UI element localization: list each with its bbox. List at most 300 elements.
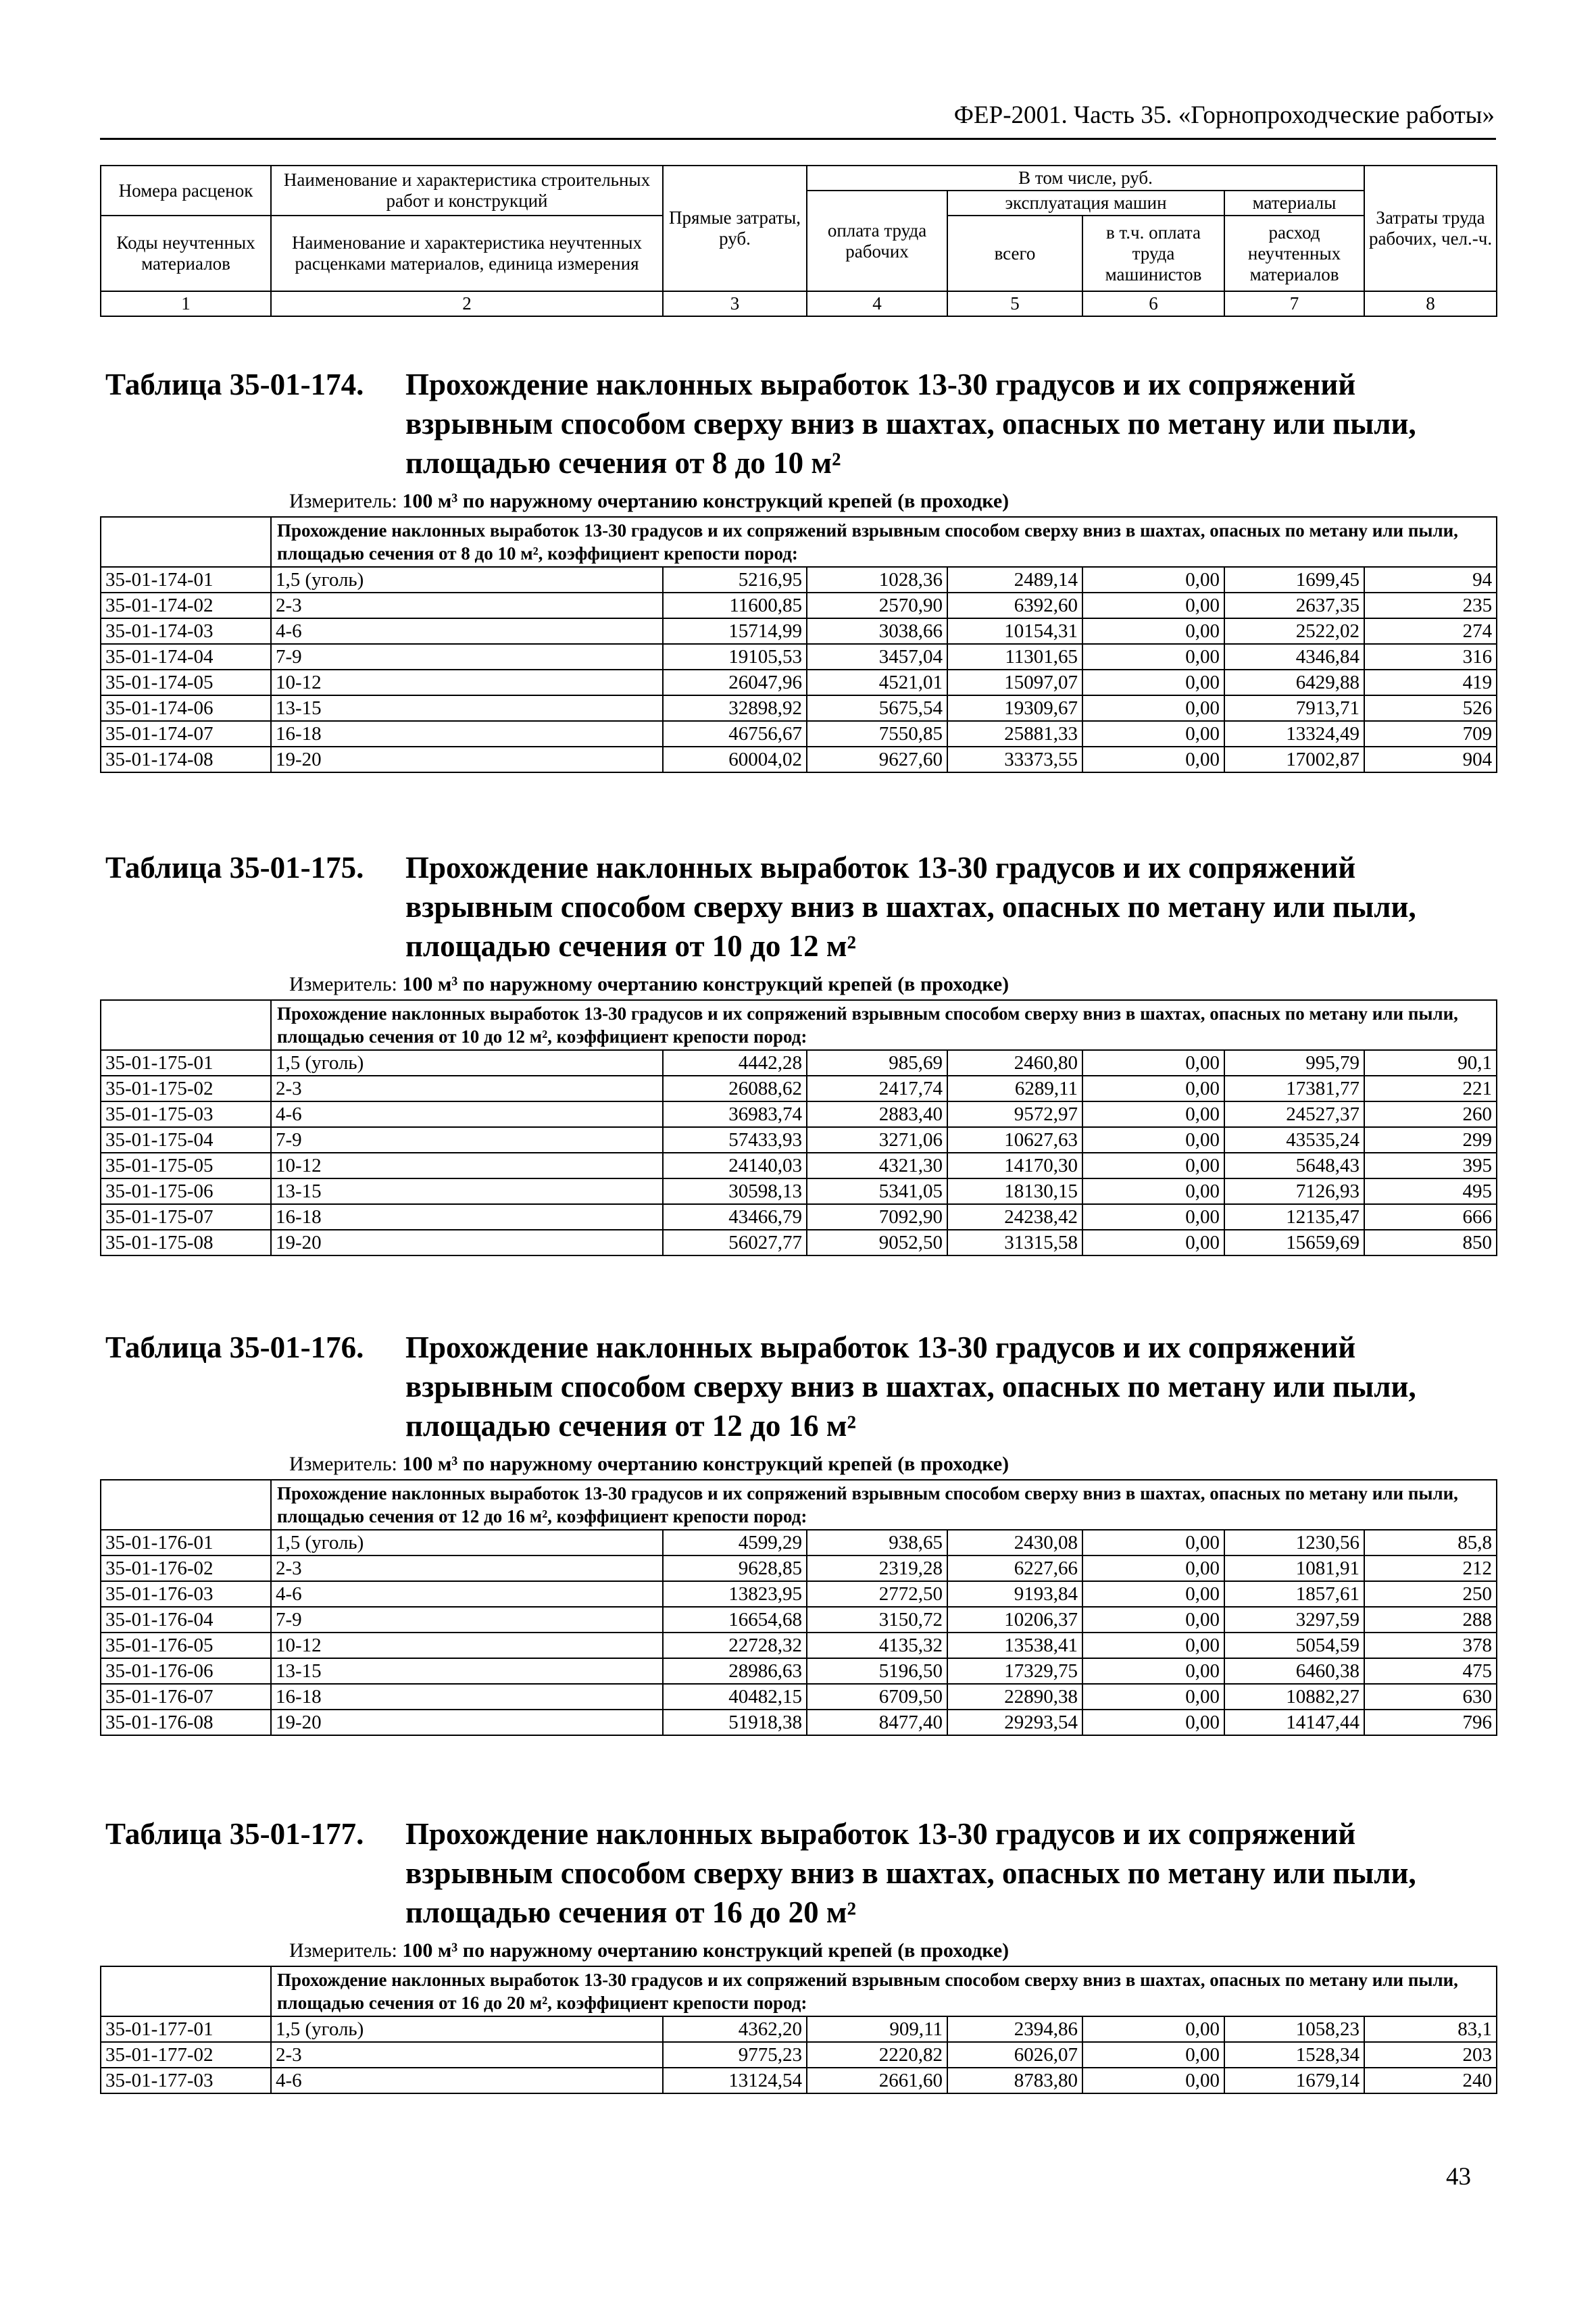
cell-code: 35-01-176-08 — [101, 1710, 271, 1735]
cell-labor: 1028,36 — [807, 567, 947, 593]
header-col-number: 6 — [1082, 291, 1224, 316]
cell-labor: 7550,85 — [807, 721, 947, 747]
cell-direct: 22728,32 — [663, 1633, 807, 1658]
cell-hours: 316 — [1364, 644, 1497, 670]
cell-mach: 24238,42 — [947, 1204, 1082, 1230]
cell-labor: 2570,90 — [807, 593, 947, 618]
cell-mach-labor: 0,00 — [1082, 644, 1224, 670]
cell-labor: 6709,50 — [807, 1684, 947, 1710]
cell-mach: 29293,54 — [947, 1710, 1082, 1735]
cell-code: 35-01-174-04 — [101, 644, 271, 670]
rate-table-section — [100, 1814, 1496, 2094]
cell-hours: 378 — [1364, 1633, 1497, 1658]
description-spacer — [101, 1966, 271, 2016]
header-name: Наименование и характеристика строительных работ и конструкций — [271, 166, 663, 216]
cell-direct: 4599,29 — [663, 1530, 807, 1555]
cell-code: 35-01-176-07 — [101, 1684, 271, 1710]
table-title — [100, 1814, 1496, 1932]
cell-code: 35-01-175-03 — [101, 1101, 271, 1127]
table-row — [101, 1153, 1497, 1178]
cell-mat: 1528,34 — [1224, 2042, 1364, 2068]
table-title-text: Прохождение наклонных выработок 13-30 градусов и их сопряжений взрывным способом сверху вниз в шахтах, опасных по метану или пыли, площадью сечения от 10 до 12 м² — [405, 851, 1416, 963]
rate-table — [100, 1966, 1497, 2094]
rate-table — [100, 999, 1497, 1256]
description-spacer — [101, 517, 271, 567]
cell-code: 35-01-174-05 — [101, 670, 271, 695]
header-machines-total: всего — [947, 216, 1082, 291]
cell-name: 4-6 — [271, 1581, 663, 1607]
cell-name: 10-12 — [271, 1153, 663, 1178]
cell-direct: 24140,03 — [663, 1153, 807, 1178]
cell-name: 2-3 — [271, 593, 663, 618]
cell-direct: 9628,85 — [663, 1555, 807, 1581]
cell-mat: 1857,61 — [1224, 1581, 1364, 1607]
cell-name: 4-6 — [271, 1101, 663, 1127]
measure-line — [289, 487, 1496, 516]
table-row — [101, 1204, 1497, 1230]
cell-mach-labor: 0,00 — [1082, 747, 1224, 772]
cell-direct: 51918,38 — [663, 1710, 807, 1735]
table-row — [101, 644, 1497, 670]
cell-mach-labor: 0,00 — [1082, 1153, 1224, 1178]
cell-hours: 85,8 — [1364, 1530, 1497, 1555]
cell-code: 35-01-175-02 — [101, 1076, 271, 1101]
cell-hours: 796 — [1364, 1710, 1497, 1735]
cell-code: 35-01-174-07 — [101, 721, 271, 747]
cell-code: 35-01-176-01 — [101, 1530, 271, 1555]
cell-mach: 14170,30 — [947, 1153, 1082, 1178]
cell-name: 16-18 — [271, 1684, 663, 1710]
cell-direct: 40482,15 — [663, 1684, 807, 1710]
cell-code: 35-01-174-06 — [101, 695, 271, 721]
table-row — [101, 567, 1497, 593]
cell-mat: 24527,37 — [1224, 1101, 1364, 1127]
running-header: ФЕР-2001. Часть 35. «Горнопроходческие работы» — [953, 101, 1495, 129]
cell-name: 19-20 — [271, 747, 663, 772]
cell-hours: 203 — [1364, 2042, 1497, 2068]
cell-name: 1,5 (уголь) — [271, 2016, 663, 2042]
cell-mach-labor: 0,00 — [1082, 1710, 1224, 1735]
cell-labor: 3150,72 — [807, 1607, 947, 1633]
cell-labor: 8477,40 — [807, 1710, 947, 1735]
header-col-number: 3 — [663, 291, 807, 316]
measure-label: Измеритель: — [289, 973, 397, 995]
header-col-number: 7 — [1224, 291, 1364, 316]
header-machines: эксплуатация машин — [947, 191, 1224, 216]
cell-mach: 10206,37 — [947, 1607, 1082, 1633]
cell-direct: 19105,53 — [663, 644, 807, 670]
table-row — [101, 1127, 1497, 1153]
cell-hours: 260 — [1364, 1101, 1497, 1127]
cell-mach-labor: 0,00 — [1082, 2068, 1224, 2093]
header-col-number: 4 — [807, 291, 947, 316]
cell-mat: 995,79 — [1224, 1050, 1364, 1076]
measure-value: 100 м³ по наружному очертанию конструкций крепей (в проходке) — [402, 1939, 1009, 1962]
cell-mach-labor: 0,00 — [1082, 1127, 1224, 1153]
cell-mach-labor: 0,00 — [1082, 1230, 1224, 1255]
cell-code: 35-01-175-04 — [101, 1127, 271, 1153]
table-row — [101, 1684, 1497, 1710]
table-number: Таблица 35-01-177. — [105, 1817, 364, 1851]
rate-table-section — [100, 1328, 1496, 1736]
rate-table — [100, 1479, 1497, 1736]
cell-hours: 709 — [1364, 721, 1497, 747]
cell-hours: 90,1 — [1364, 1050, 1497, 1076]
table-row — [101, 1658, 1497, 1684]
cell-mach-labor: 0,00 — [1082, 1633, 1224, 1658]
cell-mat: 6429,88 — [1224, 670, 1364, 695]
cell-mach-labor: 0,00 — [1082, 670, 1224, 695]
table-row — [101, 1101, 1497, 1127]
cell-mach-labor: 0,00 — [1082, 1204, 1224, 1230]
cell-mat: 13324,49 — [1224, 721, 1364, 747]
cell-mat: 10882,27 — [1224, 1684, 1364, 1710]
description-spacer — [101, 1480, 271, 1530]
cell-mach: 9572,97 — [947, 1101, 1082, 1127]
table-number: Таблица 35-01-174. — [105, 368, 364, 401]
table-row — [101, 1050, 1497, 1076]
cell-mat: 15659,69 — [1224, 1230, 1364, 1255]
cell-mach-labor: 0,00 — [1082, 1658, 1224, 1684]
cell-labor: 4135,32 — [807, 1633, 947, 1658]
cell-hours: 475 — [1364, 1658, 1497, 1684]
description-row — [101, 517, 1497, 567]
measure-label: Измеритель: — [289, 1453, 397, 1475]
cell-labor: 909,11 — [807, 2016, 947, 2042]
cell-direct: 56027,77 — [663, 1230, 807, 1255]
cell-code: 35-01-174-03 — [101, 618, 271, 644]
table-title — [100, 365, 1496, 482]
cell-hours: 83,1 — [1364, 2016, 1497, 2042]
cell-labor: 3457,04 — [807, 644, 947, 670]
cell-code: 35-01-177-01 — [101, 2016, 271, 2042]
cell-name: 13-15 — [271, 695, 663, 721]
cell-mach-labor: 0,00 — [1082, 1684, 1224, 1710]
cell-mat: 12135,47 — [1224, 1204, 1364, 1230]
cell-mach: 17329,75 — [947, 1658, 1082, 1684]
description-cell: Прохождение наклонных выработок 13-30 градусов и их сопряжений взрывным способом сверху вниз в шахтах, опасных по метану или пыли, площадью сечения от 8 до 10 м², коэффициент крепости пород: — [271, 517, 1497, 567]
cell-name: 13-15 — [271, 1178, 663, 1204]
cell-direct: 13124,54 — [663, 2068, 807, 2093]
header-including: В том числе, руб. — [807, 166, 1364, 191]
cell-direct: 28986,63 — [663, 1658, 807, 1684]
table-row — [101, 1530, 1497, 1555]
table-number: Таблица 35-01-175. — [105, 851, 364, 885]
cell-labor: 2772,50 — [807, 1581, 947, 1607]
cell-code: 35-01-174-08 — [101, 747, 271, 772]
cell-mach: 13538,41 — [947, 1633, 1082, 1658]
cell-mach: 6026,07 — [947, 2042, 1082, 2068]
cell-hours: 904 — [1364, 747, 1497, 772]
cell-direct: 15714,99 — [663, 618, 807, 644]
table-title-text: Прохождение наклонных выработок 13-30 градусов и их сопряжений взрывным способом сверху вниз в шахтах, опасных по метану или пыли, площадью сечения от 12 до 16 м² — [405, 1330, 1416, 1443]
cell-hours: 395 — [1364, 1153, 1497, 1178]
measure-value: 100 м³ по наружному очертанию конструкций крепей (в проходке) — [402, 1453, 1009, 1475]
cell-code: 35-01-175-08 — [101, 1230, 271, 1255]
cell-mach: 33373,55 — [947, 747, 1082, 772]
table-number: Таблица 35-01-176. — [105, 1330, 364, 1364]
column-header-table — [100, 165, 1497, 317]
cell-labor: 985,69 — [807, 1050, 947, 1076]
measure-line — [289, 1936, 1496, 1966]
cell-mach: 18130,15 — [947, 1178, 1082, 1204]
cell-direct: 11600,85 — [663, 593, 807, 618]
cell-mat: 1679,14 — [1224, 2068, 1364, 2093]
table-row — [101, 695, 1497, 721]
cell-hours: 221 — [1364, 1076, 1497, 1101]
cell-mat: 43535,24 — [1224, 1127, 1364, 1153]
cell-mach: 2394,86 — [947, 2016, 1082, 2042]
cell-mach: 19309,67 — [947, 695, 1082, 721]
table-row — [101, 618, 1497, 644]
cell-hours: 526 — [1364, 695, 1497, 721]
cell-hours: 419 — [1364, 670, 1497, 695]
cell-name: 1,5 (уголь) — [271, 1530, 663, 1555]
header-direct-costs: Прямые затраты, руб. — [663, 166, 807, 291]
cell-mat: 17002,87 — [1224, 747, 1364, 772]
table-row — [101, 670, 1497, 695]
cell-mat: 7913,71 — [1224, 695, 1364, 721]
cell-name: 7-9 — [271, 644, 663, 670]
cell-mach-labor: 0,00 — [1082, 1530, 1224, 1555]
cell-mach: 2489,14 — [947, 567, 1082, 593]
cell-mach: 6289,11 — [947, 1076, 1082, 1101]
description-cell: Прохождение наклонных выработок 13-30 градусов и их сопряжений взрывным способом сверху вниз в шахтах, опасных по метану или пыли, площадью сечения от 10 до 12 м², коэффициент крепости пород: — [271, 1000, 1497, 1050]
rate-table-section — [100, 848, 1496, 1256]
measure-line — [289, 970, 1496, 999]
cell-direct: 43466,79 — [663, 1204, 807, 1230]
table-title-text: Прохождение наклонных выработок 13-30 градусов и их сопряжений взрывным способом сверху вниз в шахтах, опасных по метану или пыли, площадью сечения от 16 до 20 м² — [405, 1817, 1416, 1929]
cell-mach-labor: 0,00 — [1082, 695, 1224, 721]
cell-mach: 6227,66 — [947, 1555, 1082, 1581]
cell-mach-labor: 0,00 — [1082, 1076, 1224, 1101]
cell-direct: 16654,68 — [663, 1607, 807, 1633]
cell-name: 1,5 (уголь) — [271, 567, 663, 593]
cell-code: 35-01-176-05 — [101, 1633, 271, 1658]
header-col-number: 8 — [1364, 291, 1497, 316]
header-material-use: расход неучтенных материалов — [1224, 216, 1364, 291]
cell-name: 2-3 — [271, 1555, 663, 1581]
table-title — [100, 848, 1496, 966]
cell-mat: 1058,23 — [1224, 2016, 1364, 2042]
cell-name: 16-18 — [271, 721, 663, 747]
cell-labor: 2417,74 — [807, 1076, 947, 1101]
cell-code: 35-01-175-07 — [101, 1204, 271, 1230]
cell-hours: 666 — [1364, 1204, 1497, 1230]
cell-mach-labor: 0,00 — [1082, 1101, 1224, 1127]
cell-direct: 26088,62 — [663, 1076, 807, 1101]
cell-mat: 4346,84 — [1224, 644, 1364, 670]
description-row — [101, 1480, 1497, 1530]
cell-direct: 57433,93 — [663, 1127, 807, 1153]
cell-mach-labor: 0,00 — [1082, 1050, 1224, 1076]
table-row — [101, 2042, 1497, 2068]
cell-name: 2-3 — [271, 2042, 663, 2068]
cell-mach-labor: 0,00 — [1082, 567, 1224, 593]
cell-labor: 3038,66 — [807, 618, 947, 644]
header-labor-pay: оплата труда рабочих — [807, 191, 947, 291]
cell-mach-labor: 0,00 — [1082, 618, 1224, 644]
cell-mat: 17381,77 — [1224, 1076, 1364, 1101]
cell-hours: 212 — [1364, 1555, 1497, 1581]
cell-hours: 274 — [1364, 618, 1497, 644]
cell-mach-labor: 0,00 — [1082, 593, 1224, 618]
header-col-number: 1 — [101, 291, 271, 316]
cell-name: 7-9 — [271, 1127, 663, 1153]
cell-code: 35-01-174-02 — [101, 593, 271, 618]
cell-mat: 2637,35 — [1224, 593, 1364, 618]
table-row — [101, 721, 1497, 747]
cell-code: 35-01-176-04 — [101, 1607, 271, 1633]
header-material-names: Наименование и характеристика неучтенных расценками материалов, единица измерения — [271, 216, 663, 291]
table-row — [101, 1607, 1497, 1633]
cell-mat: 5648,43 — [1224, 1153, 1364, 1178]
table-row — [101, 1555, 1497, 1581]
cell-hours: 299 — [1364, 1127, 1497, 1153]
cell-mat: 14147,44 — [1224, 1710, 1364, 1735]
table-row — [101, 2016, 1497, 2042]
cell-mach: 9193,84 — [947, 1581, 1082, 1607]
cell-direct: 60004,02 — [663, 747, 807, 772]
cell-labor: 2319,28 — [807, 1555, 947, 1581]
description-spacer — [101, 1000, 271, 1050]
table-row — [101, 1178, 1497, 1204]
description-row — [101, 1000, 1497, 1050]
cell-name: 10-12 — [271, 1633, 663, 1658]
cell-name: 4-6 — [271, 618, 663, 644]
cell-mat: 1699,45 — [1224, 567, 1364, 593]
cell-code: 35-01-175-01 — [101, 1050, 271, 1076]
cell-labor: 2661,60 — [807, 2068, 947, 2093]
cell-mach: 8783,80 — [947, 2068, 1082, 2093]
cell-mach-labor: 0,00 — [1082, 2016, 1224, 2042]
cell-direct: 5216,95 — [663, 567, 807, 593]
cell-mach-labor: 0,00 — [1082, 2042, 1224, 2068]
measure-value: 100 м³ по наружному очертанию конструкций крепей (в проходке) — [402, 973, 1009, 995]
cell-code: 35-01-176-02 — [101, 1555, 271, 1581]
rate-table — [100, 516, 1497, 773]
cell-mach: 15097,07 — [947, 670, 1082, 695]
cell-mat: 1230,56 — [1224, 1530, 1364, 1555]
cell-direct: 13823,95 — [663, 1581, 807, 1607]
cell-name: 13-15 — [271, 1658, 663, 1684]
measure-line — [289, 1449, 1496, 1479]
cell-name: 1,5 (уголь) — [271, 1050, 663, 1076]
cell-name: 19-20 — [271, 1230, 663, 1255]
cell-code: 35-01-177-03 — [101, 2068, 271, 2093]
measure-value: 100 м³ по наружному очертанию конструкций крепей (в проходке) — [402, 490, 1009, 512]
table-row — [101, 2068, 1497, 2093]
cell-labor: 7092,90 — [807, 1204, 947, 1230]
table-row — [101, 1076, 1497, 1101]
cell-hours: 850 — [1364, 1230, 1497, 1255]
cell-mach: 10627,63 — [947, 1127, 1082, 1153]
table-row — [101, 747, 1497, 772]
header-col-number: 5 — [947, 291, 1082, 316]
cell-labor: 9627,60 — [807, 747, 947, 772]
cell-hours: 250 — [1364, 1581, 1497, 1607]
cell-mach-labor: 0,00 — [1082, 1178, 1224, 1204]
description-cell: Прохождение наклонных выработок 13-30 градусов и их сопряжений взрывным способом сверху вниз в шахтах, опасных по метану или пыли, площадью сечения от 16 до 20 м², коэффициент крепости пород: — [271, 1966, 1497, 2016]
cell-code: 35-01-175-05 — [101, 1153, 271, 1178]
cell-name: 16-18 — [271, 1204, 663, 1230]
cell-labor: 2220,82 — [807, 2042, 947, 2068]
cell-mach: 22890,38 — [947, 1684, 1082, 1710]
cell-hours: 495 — [1364, 1178, 1497, 1204]
cell-mach: 2460,80 — [947, 1050, 1082, 1076]
rate-table-section — [100, 365, 1496, 773]
cell-labor: 5675,54 — [807, 695, 947, 721]
measure-label: Измеритель: — [289, 490, 397, 512]
cell-code: 35-01-177-02 — [101, 2042, 271, 2068]
cell-labor: 4521,01 — [807, 670, 947, 695]
cell-code: 35-01-176-06 — [101, 1658, 271, 1684]
table-row — [101, 1230, 1497, 1255]
table-row — [101, 1710, 1497, 1735]
cell-labor: 5196,50 — [807, 1658, 947, 1684]
cell-code: 35-01-175-06 — [101, 1178, 271, 1204]
header-codes: Номера расценок — [101, 166, 271, 216]
table-row — [101, 1633, 1497, 1658]
cell-code: 35-01-176-03 — [101, 1581, 271, 1607]
cell-name: 4-6 — [271, 2068, 663, 2093]
cell-direct: 9775,23 — [663, 2042, 807, 2068]
cell-mach: 25881,33 — [947, 721, 1082, 747]
cell-mat: 5054,59 — [1224, 1633, 1364, 1658]
cell-name: 7-9 — [271, 1607, 663, 1633]
cell-labor: 5341,05 — [807, 1178, 947, 1204]
cell-direct: 46756,67 — [663, 721, 807, 747]
cell-direct: 26047,96 — [663, 670, 807, 695]
header-materials: материалы — [1224, 191, 1364, 216]
table-title-text: Прохождение наклонных выработок 13-30 градусов и их сопряжений взрывным способом сверху вниз в шахтах, опасных по метану или пыли, площадью сечения от 8 до 10 м² — [405, 368, 1416, 480]
cell-hours: 240 — [1364, 2068, 1497, 2093]
cell-direct: 36983,74 — [663, 1101, 807, 1127]
cell-mach: 6392,60 — [947, 593, 1082, 618]
header-material-codes: Коды неучтенных материалов — [101, 216, 271, 291]
cell-mach: 10154,31 — [947, 618, 1082, 644]
cell-labor: 938,65 — [807, 1530, 947, 1555]
cell-labor: 2883,40 — [807, 1101, 947, 1127]
cell-mach-labor: 0,00 — [1082, 1581, 1224, 1607]
cell-mach-labor: 0,00 — [1082, 721, 1224, 747]
cell-mach-labor: 0,00 — [1082, 1555, 1224, 1581]
cell-code: 35-01-174-01 — [101, 567, 271, 593]
description-row — [101, 1966, 1497, 2016]
cell-mat: 1081,91 — [1224, 1555, 1364, 1581]
table-row — [101, 1581, 1497, 1607]
cell-name: 19-20 — [271, 1710, 663, 1735]
description-cell: Прохождение наклонных выработок 13-30 градусов и их сопряжений взрывным способом сверху вниз в шахтах, опасных по метану или пыли, площадью сечения от 12 до 16 м², коэффициент крепости пород: — [271, 1480, 1497, 1530]
cell-hours: 630 — [1364, 1684, 1497, 1710]
table-row — [101, 593, 1497, 618]
cell-mach: 31315,58 — [947, 1230, 1082, 1255]
cell-direct: 4442,28 — [663, 1050, 807, 1076]
cell-mat: 7126,93 — [1224, 1178, 1364, 1204]
cell-mat: 3297,59 — [1224, 1607, 1364, 1633]
cell-labor: 3271,06 — [807, 1127, 947, 1153]
cell-mach: 2430,08 — [947, 1530, 1082, 1555]
header-operator-pay: в т.ч. оплата труда машинистов — [1082, 216, 1224, 291]
cell-mat: 2522,02 — [1224, 618, 1364, 644]
cell-direct: 32898,92 — [663, 695, 807, 721]
cell-labor: 4321,30 — [807, 1153, 947, 1178]
cell-mach-labor: 0,00 — [1082, 1607, 1224, 1633]
cell-name: 2-3 — [271, 1076, 663, 1101]
cell-mach: 11301,65 — [947, 644, 1082, 670]
cell-name: 10-12 — [271, 670, 663, 695]
page-number: 43 — [1446, 2163, 1471, 2191]
